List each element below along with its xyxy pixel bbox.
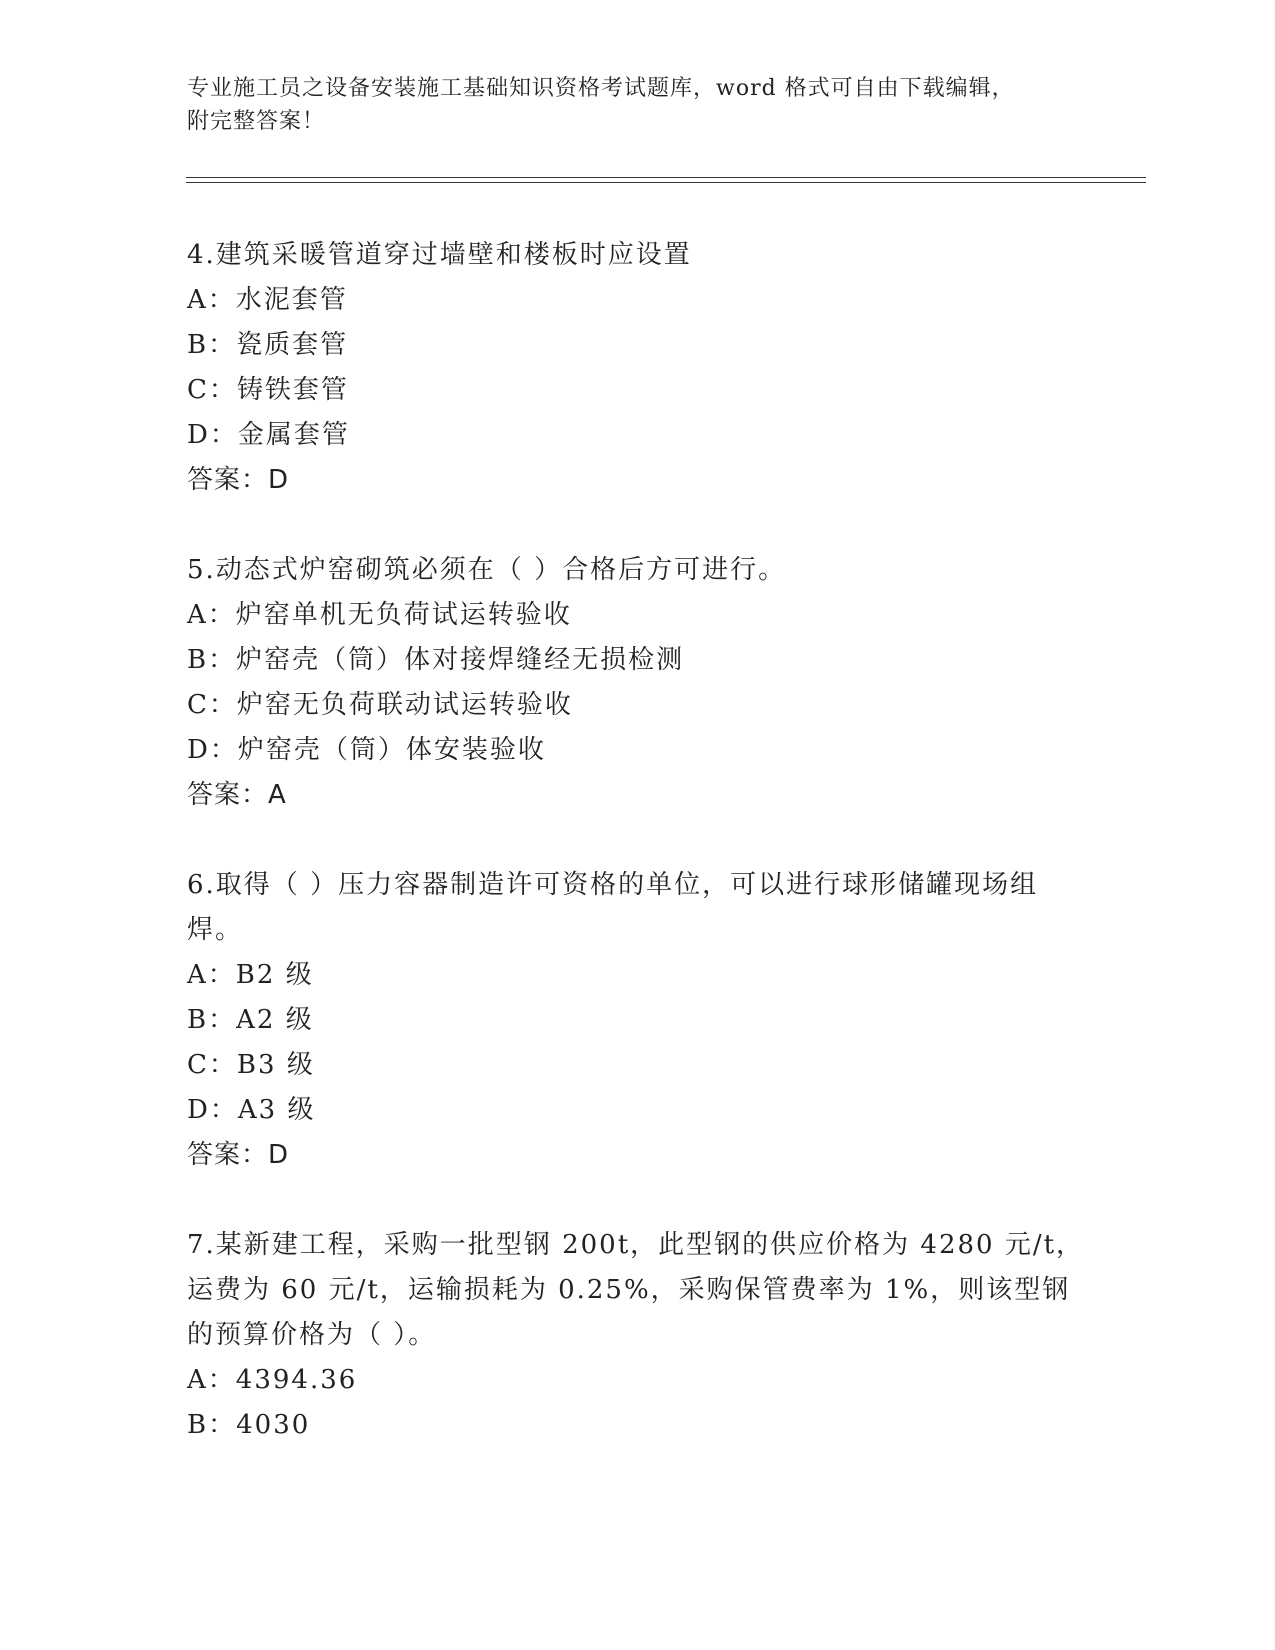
- option-c: [187, 683, 1087, 728]
- document-header: [187, 72, 1087, 138]
- option-b: [187, 998, 1087, 1043]
- option-letter: B：: [187, 1005, 237, 1035]
- question-spacer: [187, 503, 1087, 548]
- question-7: [187, 1223, 1087, 1448]
- option-letter: C：: [187, 690, 237, 720]
- option-letter: B：: [187, 645, 237, 675]
- option-text: 炉窑壳（筒）体安装验收: [237, 735, 546, 765]
- option-text: B2 级: [235, 960, 314, 990]
- option-text: 铸铁套管: [236, 375, 349, 405]
- option-a: [187, 953, 1087, 998]
- header-intro-line-1: 专业施工员之设备安装施工基础知识资格考试题库，word 格式可自由下载编辑，: [187, 76, 1015, 101]
- option-text: 水泥套管: [235, 285, 348, 315]
- option-a: [187, 593, 1087, 638]
- header-intro-line-2: 附完整答案！: [187, 109, 326, 134]
- answer-line: 答案：D: [187, 1140, 290, 1170]
- option-letter: D：: [187, 1095, 238, 1125]
- option-b: [187, 1403, 1087, 1448]
- option-d: [187, 1088, 1087, 1133]
- question-stem: 6.取得（ ）压力容器制造许可资格的单位，可以进行球形储罐现场组: [187, 870, 1039, 900]
- option-letter: A：: [187, 1365, 236, 1395]
- option-c: [187, 368, 1087, 413]
- question-6: [187, 863, 1087, 1178]
- question-5: [187, 548, 1087, 818]
- option-text: B3 级: [236, 1050, 315, 1080]
- answer-line: 答案：A: [187, 780, 287, 810]
- question-spacer: [187, 1178, 1087, 1223]
- option-b: [187, 323, 1087, 368]
- option-text: 4394.36: [235, 1365, 358, 1395]
- question-4: [187, 233, 1087, 503]
- option-b: [187, 638, 1087, 683]
- option-a: [187, 278, 1087, 323]
- option-text: 炉窑壳（筒）体对接焊缝经无损检测: [236, 645, 685, 675]
- question-spacer: [187, 818, 1087, 863]
- option-text: A2 级: [236, 1005, 314, 1035]
- question-stem: 7.某新建工程，采购一批型钢 200t，此型钢的供应价格为 4280 元/t，: [187, 1230, 1085, 1260]
- answer-line: 答案：D: [187, 465, 290, 495]
- option-text: 金属套管: [237, 420, 350, 450]
- option-c: [187, 1043, 1087, 1088]
- option-letter: A：: [187, 285, 236, 315]
- option-text: 4030: [236, 1410, 311, 1440]
- option-letter: D：: [187, 420, 238, 450]
- option-letter: C：: [187, 375, 237, 405]
- option-letter: A：: [187, 600, 236, 630]
- question-stem-continued: 焊。: [187, 915, 244, 945]
- question-stem: 5.动态式炉窑砌筑必须在（ ）合格后方可进行。: [187, 555, 787, 585]
- option-letter: C：: [187, 1050, 237, 1080]
- header-divider-bottom: [186, 182, 1146, 183]
- option-letter: B：: [187, 1410, 237, 1440]
- question-stem-continued: 的预算价格为（ ）。: [187, 1320, 437, 1350]
- option-a: [187, 1358, 1087, 1403]
- question-stem-continued: 运费为 60 元/t，运输损耗为 0.25%，采购保管费率为 1%，则该型钢: [187, 1275, 1071, 1305]
- option-d: [187, 413, 1087, 458]
- question-list: [187, 233, 1087, 1448]
- option-d: [187, 728, 1087, 773]
- option-letter: D：: [187, 735, 238, 765]
- option-text: 炉窑无负荷联动试运转验收: [236, 690, 573, 720]
- option-text: 炉窑单机无负荷试运转验收: [235, 600, 572, 630]
- question-stem: 4.建筑采暖管道穿过墙壁和楼板时应设置: [187, 240, 692, 270]
- option-letter: B：: [187, 330, 237, 360]
- option-text: A3 级: [237, 1095, 316, 1125]
- option-text: 瓷质套管: [236, 330, 349, 360]
- header-divider-top: [186, 177, 1146, 178]
- option-letter: A：: [187, 960, 236, 990]
